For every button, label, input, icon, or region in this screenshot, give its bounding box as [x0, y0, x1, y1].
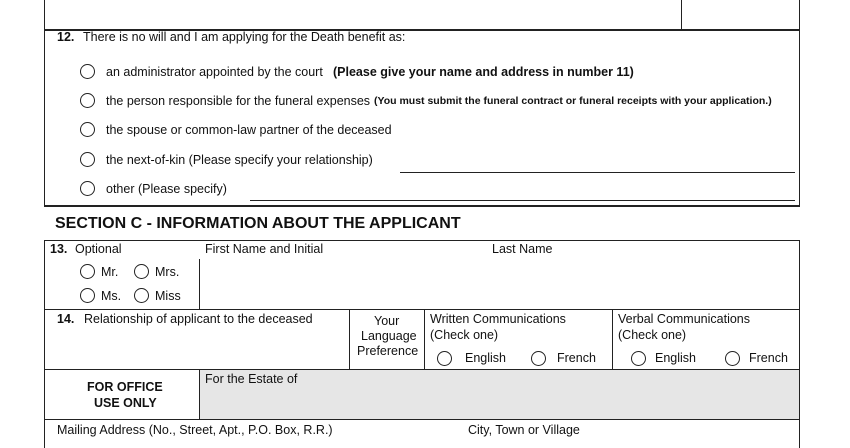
- title-mrs-radio[interactable]: [134, 264, 149, 279]
- q12-other-specify-line[interactable]: [250, 200, 795, 201]
- q12-option-funeral-radio[interactable]: [80, 93, 95, 108]
- verbal-communications-label: Verbal Communications: [618, 312, 751, 326]
- written-check-one-label: (Check one): [430, 328, 499, 342]
- q14-label: Relationship of applicant to the deceased: [84, 312, 313, 326]
- q12-option-administrator-note: (Please give your name and address in number 11): [333, 65, 634, 79]
- written-communications-label: Written Communications: [430, 312, 566, 326]
- q12-number: 12.: [57, 30, 75, 44]
- language-pref-line-1: Your: [374, 314, 400, 328]
- q12-bottom-border: [44, 205, 800, 207]
- office-use-label-line-1: FOR OFFICE: [87, 380, 163, 394]
- q14-divider-2: [424, 309, 425, 370]
- section-c-heading: SECTION C - INFORMATION ABOUT THE APPLICANT: [55, 215, 461, 232]
- office-use-label-line-2: USE ONLY: [94, 396, 157, 410]
- top-box-left-border: [44, 0, 45, 30]
- city-label: City, Town or Village: [468, 423, 580, 437]
- written-french-label: French: [557, 351, 596, 365]
- verbal-english-radio[interactable]: [631, 351, 646, 366]
- title-miss-radio[interactable]: [134, 288, 149, 303]
- office-row-bottom-border: [44, 419, 800, 420]
- title-mrs-label: Mrs.: [155, 265, 180, 279]
- q13-label: Optional: [75, 242, 122, 256]
- q13-right-border: [799, 240, 800, 448]
- q14-divider-1: [349, 309, 350, 370]
- title-mr-label: Mr.: [101, 265, 119, 279]
- verbal-check-one-label: (Check one): [618, 328, 687, 342]
- q12-option-other-radio[interactable]: [80, 181, 95, 196]
- office-row-divider: [199, 370, 200, 420]
- title-mr-radio[interactable]: [80, 264, 95, 279]
- language-pref-line-3: Preference: [357, 344, 419, 358]
- q12-right-border: [799, 30, 800, 206]
- q13-first-name-label: First Name and Initial: [205, 242, 324, 256]
- mailing-address-label: Mailing Address (No., Street, Apt., P.O. Box, R.R.): [57, 423, 333, 437]
- q13-number: 13.: [50, 242, 68, 256]
- q13-last-name-label: Last Name: [492, 242, 553, 256]
- q12-option-funeral-label: the person responsible for the funeral expenses: [106, 94, 371, 108]
- top-box-right-border: [799, 0, 800, 30]
- title-ms-radio[interactable]: [80, 288, 95, 303]
- q12-option-next-of-kin-label: the next-of-kin (Please specify your relationship): [106, 153, 373, 167]
- q12-left-border: [44, 30, 45, 206]
- verbal-english-label: English: [655, 351, 696, 365]
- written-english-label: English: [465, 351, 506, 365]
- estate-of-label: For the Estate of: [205, 372, 298, 386]
- title-ms-label: Ms.: [101, 289, 122, 303]
- verbal-french-radio[interactable]: [725, 351, 740, 366]
- q13-bottom-border: [44, 309, 800, 310]
- q12-option-spouse-radio[interactable]: [80, 122, 95, 137]
- q13-left-border: [44, 240, 45, 448]
- verbal-french-label: French: [749, 351, 788, 365]
- written-english-radio[interactable]: [437, 351, 452, 366]
- q12-option-other-label: other (Please specify): [106, 182, 227, 196]
- q12-option-administrator-radio[interactable]: [80, 64, 95, 79]
- q14-number: 14.: [57, 312, 75, 326]
- q13-top-border: [44, 240, 800, 241]
- q14-divider-3: [612, 309, 613, 370]
- q12-option-funeral-note: (You must submit the funeral contract or funeral receipts with your application.): [374, 95, 772, 107]
- q12-option-spouse-label: the spouse or common-law partner of the deceased: [106, 123, 392, 137]
- q12-title: There is no will and I am applying for the Death benefit as:: [83, 30, 406, 44]
- q13-title-divider: [199, 259, 200, 309]
- top-box-divider: [681, 0, 682, 30]
- title-miss-label: Miss: [155, 289, 181, 303]
- q12-option-administrator-label: an administrator appointed by the court: [106, 65, 323, 79]
- written-french-radio[interactable]: [531, 351, 546, 366]
- language-pref-line-2: Language: [361, 329, 417, 343]
- q12-option-next-of-kin-radio[interactable]: [80, 152, 95, 167]
- q12-next-of-kin-relationship-line[interactable]: [400, 172, 795, 173]
